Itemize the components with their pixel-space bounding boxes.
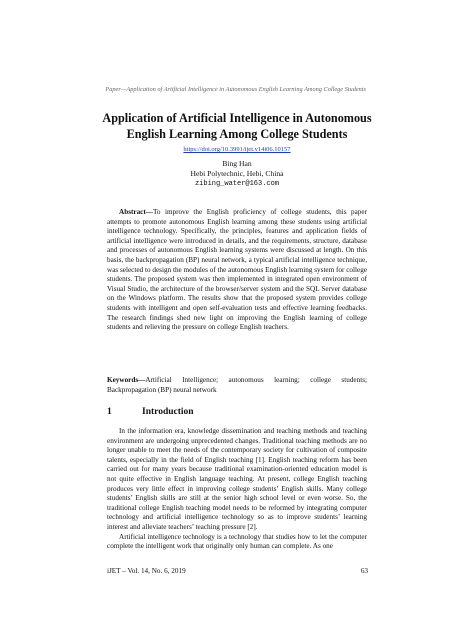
doi-link[interactable]: https://doi.org/10.3991/ijet.v14i06.10157 <box>183 146 291 153</box>
keywords <box>107 376 367 395</box>
keywords-label: Keywords— <box>107 376 146 384</box>
section-heading <box>107 407 194 417</box>
title-line-2: English Learning Among College Students <box>126 127 348 141</box>
author-affiliation: Hebi Polytechnic, Hebi, China <box>190 169 284 178</box>
paper-title <box>60 110 414 142</box>
abstract-label: Abstract— <box>119 208 153 216</box>
footer-page-number: 63 <box>360 567 368 575</box>
author-block <box>60 159 414 189</box>
title-line-1: Application of Artificial Intelligence in Autonomous <box>102 111 372 125</box>
keywords-text: Artificial Intelligence; autonomous learning; college students; Backpropagation (BP) neural network <box>107 376 367 394</box>
footer-journal: iJET ‒ Vol. 14, No. 6, 2019 <box>107 567 186 575</box>
section-title: Introduction <box>142 407 194 417</box>
section-body <box>107 427 367 552</box>
paragraph: In the information era, knowledge dissemination and teaching methods and teaching environment are undergoing unprecedented changes. Traditional teaching methods are no longer unable to meet the needs of the contemporary society for cultivation of composite talents, especially in the field of English teaching [1]. English teaching reform has been carried out for many years because traditional examination-oriented education model is not quite effective in English language teaching. At present, college English teaching produces very little effect in improving college students’ English skills. Many college students’ English skills are still at the senior high school level or even worse. So, the traditional college English teaching model needs to be reformed by integrating computer technology and artificial intelligence technology so as to improve students’ learning interest and alleviate teachers’ teaching pressure [2]. <box>107 427 367 531</box>
abstract <box>107 208 367 333</box>
author-email[interactable]: zibing_water@163.com <box>194 180 279 188</box>
abstract-text: To improve the English proficiency of college students, this paper attempts to promote autonomous English learning among these students using artificial intelligence technology. Specifically, the principles, features and application fields of artificial intelligence were introduced in details, and the requirements, structure, database and processes of autonomous English learning systems were discussed at length. On this basis, the backpropagation (BP) neural network, a typical artificial intelligence technique, was selected to design the modules of the autonomous English learning system for college students. The proposed system was then implemented in integrated open environment of Visual Studio, the architecture of the browser/server system and the SQL Server database on the Windows platform. The results show that the proposed system provides college students with intelligent and open self-evaluation tests and effective learning feedbacks. The research findings shed new light on improving the English learning of college students and relieving the pressure on college English teachers. <box>107 208 367 332</box>
author-name: Bing Han <box>222 159 252 168</box>
running-head: Paper—Application of Artificial Intelligence in Autonomous English Learning Among College Students <box>105 86 366 93</box>
paragraph: Artificial intelligence technology is a technology that studies how to let the computer complete the intelligent work that originally only human can complete. As one <box>107 532 367 551</box>
section-number: 1 <box>107 407 112 417</box>
